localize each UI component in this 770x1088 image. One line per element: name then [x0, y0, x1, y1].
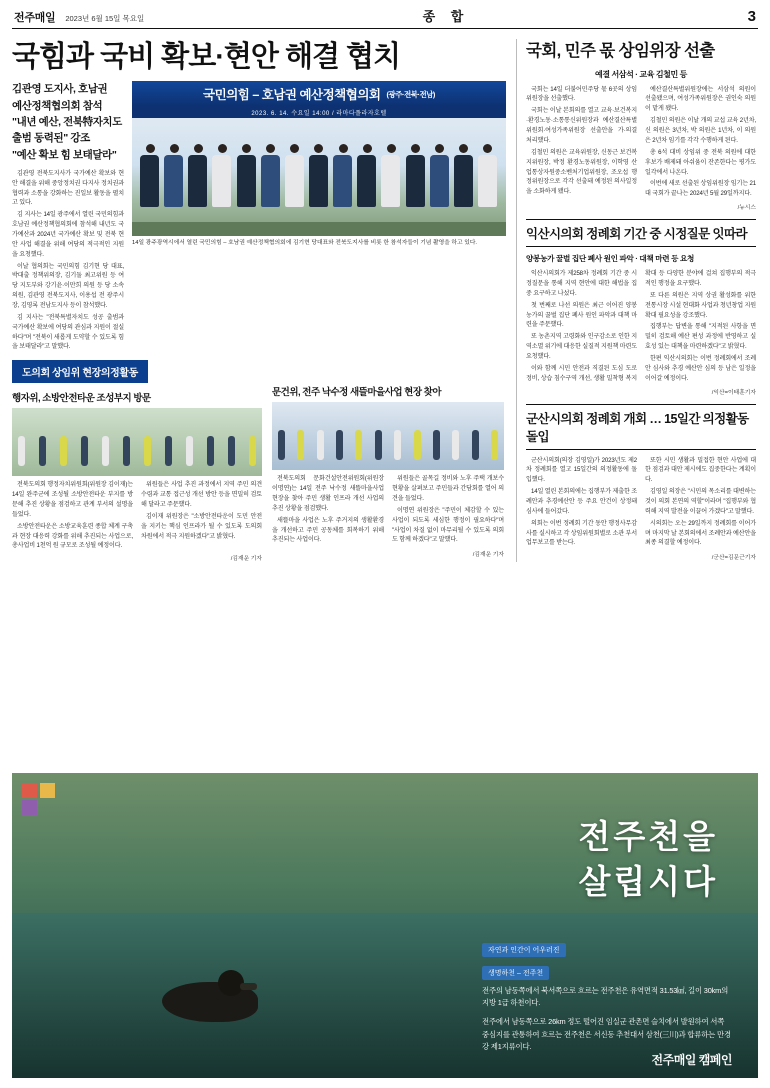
field-item-body	[12, 480, 262, 551]
iksan-section-title: 익산시의회 정례회 기간 중 시정질문 잇따라	[526, 219, 756, 247]
kicker-line: "예산 확보 힘 보태달라"	[12, 148, 117, 161]
ad-title-line-2: 살립시다	[578, 862, 718, 900]
photo-banner-date: 2023. 6. 14. 수요일 14:00 / 라마다플라자호텔	[132, 107, 506, 118]
photo-people	[140, 144, 498, 222]
iksan-section-sub: 양봉농가 꿀벌 집단 폐사 원인 파악 · 대책 마련 등 요청	[526, 254, 695, 264]
byline: /김재운 기자	[230, 556, 262, 563]
ad-text-block	[482, 939, 732, 1060]
ad-tag-2: 생명하천 – 전주천	[482, 966, 549, 980]
field-photo	[12, 408, 262, 476]
paragraph: 김관영 전북도지사가 국가예산 확보와 현안 해결을 위해 중앙정치권 다지사 정치권과 협력과 소통을 강화하는 진일보 활동을 펼치고 있다.	[12, 169, 124, 207]
paragraph: 14일 열린 본회의에는 집행부가 제출한 조례안과 추경예산안 등 주요 안건이 상정돼 심사에 들어갔다.	[526, 488, 637, 515]
paragraph: 군산시의회(의장 김영일)가 2023년도 제2차 정례회를 열고 15일간의 의정활동에 돌입했다.	[526, 456, 637, 484]
top-band	[12, 29, 758, 562]
field-col-1	[12, 360, 262, 562]
ad-title-line-1: 전주천을	[578, 818, 718, 855]
photo-banner	[132, 81, 506, 107]
gunsan-section-title: 군산시의회 정례회 개회 … 15일간 의정활동 돌입	[526, 404, 756, 450]
paragraph: 전북도의회 행정자치위원회(위원장 김이재)는 14일 완주군에 조성될 소방안전타운 부지를 방문해 추진 상황을 점검하고 관계 부서의 설명을 들었다.	[12, 481, 133, 518]
lead-kicker	[12, 81, 124, 162]
person	[333, 144, 353, 222]
kicker-line: 출범 동력된" 강조	[12, 132, 90, 145]
lead-photo-column	[132, 81, 506, 354]
gunsan-body	[526, 456, 756, 551]
photo-people	[18, 436, 256, 470]
ad-title	[578, 815, 718, 904]
paragraph: 첫 번째로 나선 의원은 최근 이어진 양봉농가의 꿀벌 집단 폐사 원인 파악과 대책 마련을 주문했다.	[526, 301, 637, 329]
field-item-title: 행자위, 소방안전타운 조성부지 방문	[12, 393, 151, 405]
lead-text-column	[12, 81, 124, 354]
byline: /군산=김문근기자	[711, 555, 756, 562]
paragraph: 의회는 이번 정례회 기간 동안 행정사무감사를 실시하고 각 상임위원회별로 소관 부서 업무보고를 받는다.	[526, 519, 637, 547]
person	[430, 144, 450, 222]
lead-photo-caption: 14일 광주광역시에서 열린 국민의힘 – 호남권 예산정책협의회에 김기현 당대표와 전북도지사를 비롯 한 참석자들이 기념 촬영을 하고 있다.	[132, 240, 478, 247]
paragraph: 김 지사는 "전북특별자치도 성공 출범과 국가예산 확보에 여당의 관심과 지원이 절실하다"며 "전북이 새롭게 도약할 수 있도록 힘을 보태달라"고 말했다.	[12, 313, 124, 351]
paragraph: 이날 협의회는 국민의힘 김기현 당 대표, 박대출 정책위의장, 김기둘 최고위원 등 여당 지도부와 강기윤·이만희 의원 등 당 소속 의원, 김관영 전북도지사, 이용섭 전 광주시장, 김영록 전남도지사 등이 참석했다.	[12, 262, 124, 309]
paragraph: 이명연 위원장은 "주민이 체감할 수 있는 사업이 되도록 세심한 행정이 필요하다"며 "사업이 차질 없이 마무리될 수 있도록 의회도 함께 하겠다"고 말했다.	[392, 506, 504, 544]
paragraph: 익산시의회가 제258차 정례회 기간 중 시정질문을 통해 지역 현안에 대한 해법을 집중 요구하고 나섰다.	[526, 270, 637, 297]
paragraph: 소방안전타운은 소방교육훈련 종합 체계 구축과 현장 대응력 강화를 위해 추진되는 사업으로, 총사업비 1천억 원 규모로 조성될 예정이다.	[12, 522, 133, 550]
ad-logo: 전주매일 캠페인	[651, 1053, 732, 1067]
paragraph: 전북도의회 문화건설안전위원회(위원장 이명연)는 14일 전주 낙수정 새뜰마을사업 현장을 찾아 주민 생활 인프라 개선 사업의 추진 상황을 점검했다.	[272, 475, 384, 512]
section-name: 종 합	[422, 9, 470, 24]
paragraph: 새뜰마을 사업은 노후 주거지의 생활환경을 개선하고 주민 공동체를 회복하기 위해 추진되는 사업이다.	[272, 516, 384, 544]
banner-title: 국민의힘 – 호남권 예산정책협의회	[203, 88, 381, 103]
paragraph: 김이재 위원장은 "소방안전타운이 도민 안전을 지키는 핵심 인프라가 될 수 있도록 도의회 차원에서 적극 지원하겠다"고 밝혔다.	[141, 512, 262, 540]
paragraph: 또 농촌지역 고령화와 인구감소로 인한 지역소멸 위기에 대응한 실질적 지원책 마련도 요청했다.	[526, 333, 637, 360]
banner-region: (광주·전북·전남)	[386, 89, 435, 99]
campaign-advertisement	[12, 773, 758, 1078]
byline: /뉴시스	[737, 205, 756, 212]
person	[406, 144, 426, 222]
person	[309, 144, 329, 222]
duck-illustration	[162, 966, 258, 1022]
ad-paragraph: 전주에서 남동쪽으로 26km 정도 떨어진 임실군 관촌면 슬치에서 발원하여 서쪽 중심지를 관통하여 흐르는 전주천은 서신동 추천대서 삼천(三川)과 합류하는 만경강 제1지류이다.	[482, 1017, 731, 1051]
person	[261, 144, 281, 222]
field-badge: 도의회 상임위 현장의정활동	[12, 360, 148, 383]
byline: /익산=이태훈기자	[711, 389, 756, 396]
byline: /김재운 기자	[472, 552, 504, 559]
page-number: 3	[747, 8, 756, 25]
person	[381, 144, 401, 222]
paragraph: 총 6석 대비 상임위 중 전북 의원에 대한 후보가 배제돼 아쉬움이 잔존한다는 평가도 일각에서 나온다.	[645, 148, 756, 176]
field-item-title: 문건위, 전주 낙수정 새뜰마을사업 현장 찾아	[272, 387, 442, 399]
paragraph: 이와 함께 시민 안전과 직결된 도심 도로 정비, 상습 침수구역 개선, 생활 밀착형 복지 확대 등 다양한 분야에 걸쳐 집행부의 적극적인 행정을 요구했다.	[526, 270, 756, 382]
field-photo	[272, 402, 504, 470]
person	[140, 144, 160, 222]
person	[164, 144, 184, 222]
issue-date: 2023년 6월 15일 목요일	[65, 14, 145, 23]
newspaper-title: 전주매일	[14, 12, 56, 24]
field-item-body	[272, 474, 504, 547]
ad-paragraph: 전주의 남동쪽에서 북서쪽으로 흐르는 전주천은 유역면적 31.53㎢, 길이 30km의 지방 1급 하천이다.	[482, 986, 729, 1008]
kicker-line: "내년 예산, 전북特자치도	[12, 116, 122, 128]
kicker-line: 예산정책협의회 참석	[12, 99, 103, 112]
right-body	[526, 85, 756, 200]
paragraph: 예산결산특별위원장에는 서삼석 의원이 선출됐으며, 여성가족위원장은 권인숙 의원이 맡게 됐다.	[645, 85, 756, 113]
kicker-line: 김관영 도지사, 호남권	[12, 83, 108, 96]
masthead	[12, 0, 758, 29]
paragraph: 한편 익산시의회는 이번 정례회에서 조례안 심사와 추경 예산안 심의 등 남은 일정을 이어갈 예정이다.	[645, 354, 756, 382]
paragraph: 김철민 의원은 교육위원장, 신동근 보건복지위원장, 박정 환경노동위원장, 이학영 산업통상자원중소벤처기업위원장, 조오섭 행정위원장으로 각각 선출돼 예정된 의사일정을 소화하게 됐다.	[526, 148, 637, 196]
photo-floor	[132, 222, 506, 236]
lead-photo	[132, 81, 506, 236]
photo-people	[278, 430, 498, 464]
person	[188, 144, 208, 222]
person	[212, 144, 232, 222]
paragraph: 김영일 의장은 "시민의 목소리를 대변하는 것이 의회 본연의 역할"이라며 "집행부와 협력해 지역 발전을 이끌어 가겠다"고 말했다.	[645, 488, 756, 515]
right-headline: 국회, 민주 몫 상임위장 선출	[526, 42, 715, 60]
paragraph: 이번에 새로 선출된 상임위원장 임기는 21대 국회가 끝나는 2024년 5월 29일까지다.	[645, 180, 756, 198]
masthead-left	[14, 9, 144, 25]
paragraph: 국회는 이날 본회의를 열고 교육·보건복지·환경노동·소통통신위원장과 예산결산특별위원회·여성가족위원장 선출안을 가·의결 처리했다.	[526, 107, 637, 144]
lead-row	[12, 81, 506, 354]
right-subhead: 예결 서삼석 · 교육 김철민 등	[595, 69, 687, 79]
lead-headline: 국힘과 국비 확보·현안 해결 협치	[12, 41, 401, 73]
person	[285, 144, 305, 222]
paragraph: 위원들은 사업 추진 과정에서 지역 주민 의견 수렴과 교통 접근성 개선 방안 등을 면밀히 검토해 달라고 주문했다.	[141, 481, 262, 508]
paragraph: 시의회는 오는 29일까지 정례회를 이어가며 마지막 날 본회의에서 조례안과 예산안을 최종 의결할 예정이다.	[645, 519, 756, 547]
ad-tag-1: 자연과 인간이 어우러진	[482, 943, 566, 957]
paragraph: 또 다른 의원은 지역 상권 활성화를 위한 전통시장 시설 현대화 사업과 청년창업 지원 확대 필요성을 강조했다.	[645, 291, 756, 319]
photo-stage	[132, 118, 506, 236]
paragraph: 또한 시민 생활과 밀접한 현안 사업에 대한 점검과 대안 제시에도 집중한다는 계획이다.	[645, 456, 756, 484]
paragraph: 김 지사는 14일 광주에서 열린 국민의힘과 호남권 예산정책협의회에 참석해 내년도 국가예산과 2024년 국가예산 확보 및 전북 현안 사업 해결을 위해 여당의 적극적인 지원을 요청했다.	[12, 211, 124, 258]
ad-color-swatch	[22, 783, 84, 815]
lead-body	[12, 169, 124, 352]
field-col-2	[272, 360, 504, 562]
paragraph: 집행부는 답변을 통해 "지적된 사항을 면밀히 검토해 예산 편성 과정에 반영하고 실효성 있는 대책을 마련하겠다"고 밝혔다.	[645, 323, 756, 351]
lead-story	[12, 39, 506, 562]
paragraph: 국회는 14일 더불어민주당 몫 6곳의 상임위원장을 선출했다.	[526, 85, 637, 103]
person	[454, 144, 474, 222]
person	[237, 144, 257, 222]
right-rail	[516, 39, 756, 562]
paragraph: 김철민 의원은 이날 개의 교섭 교육 2년차, 신 의원은 3년차, 박 의원은 1년차, 이 의원은 2년차 임기를 각각 수행하게 된다.	[645, 117, 756, 144]
field-section	[12, 360, 506, 562]
paragraph: 위원들은 골목길 정비와 노후 주택 개보수 현황을 살펴보고 주민들과 간담회를 열어 의견을 들었다.	[392, 475, 504, 502]
person	[357, 144, 377, 222]
iksan-body	[526, 269, 756, 384]
person	[478, 144, 498, 222]
